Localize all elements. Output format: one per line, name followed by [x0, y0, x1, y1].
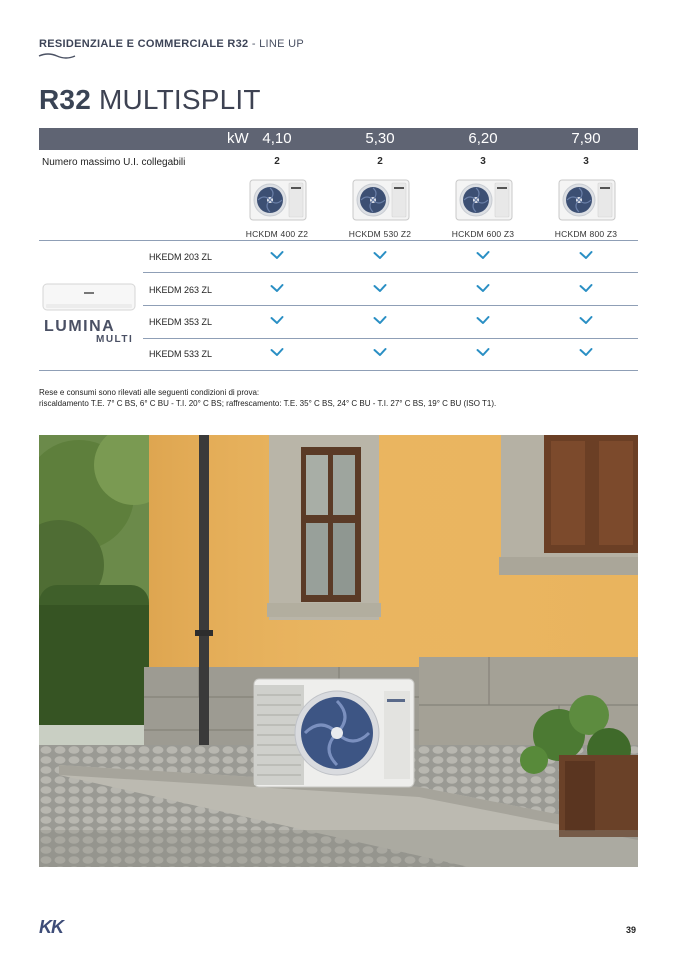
page-title-bold: R32	[39, 84, 91, 115]
kw-value-4: 7,90	[571, 130, 601, 147]
section-header	[39, 38, 304, 50]
max-units-value-3: 3	[480, 156, 486, 167]
kw-value-2: 5,30	[365, 130, 395, 147]
table-rule	[143, 305, 638, 306]
outdoor-unit-name-3: HCKDM 600 Z3	[451, 229, 515, 239]
test-conditions-note	[39, 387, 496, 409]
check-icon	[270, 283, 284, 293]
check-icon	[579, 347, 593, 357]
check-icon	[476, 315, 490, 325]
note-line-1: Rese e consumi sono rilevati alle seguenti condizioni di prova:	[39, 388, 260, 397]
indoor-model-4: HKEDM 533 ZL	[149, 349, 213, 359]
check-icon	[373, 250, 387, 260]
table-rule	[39, 240, 638, 241]
outdoor-unit-name-2: HCKDM 530 Z2	[348, 229, 412, 239]
outdoor-unit-image-2	[351, 178, 411, 222]
swoosh-decoration	[38, 52, 76, 60]
check-icon	[373, 283, 387, 293]
outdoor-unit-name-4: HCKDM 800 Z3	[554, 229, 618, 239]
note-line-2: riscaldamento T.E. 7° C BS, 6° C BU - T.I. 20° C BS; raffrescamento: T.E. 35° C BS, 24° C BU - T.I. 27° C BS, 19° C BU (ISO T1).	[39, 399, 497, 408]
indoor-unit-image	[42, 282, 136, 314]
check-icon	[373, 315, 387, 325]
check-icon	[476, 250, 490, 260]
page-title-rest: MULTISPLIT	[90, 84, 261, 115]
check-icon	[579, 315, 593, 325]
section-header-bold: RESIDENZIALE E COMMERCIALE R32	[39, 38, 249, 50]
lumina-brand-sub: MULTI	[96, 334, 134, 345]
lumina-brand-word: LUMINA	[44, 318, 116, 335]
page-number: 39	[626, 925, 637, 935]
section-header-rest: - LINE UP	[248, 38, 305, 50]
check-icon	[270, 315, 284, 325]
indoor-model-2: HKEDM 263 ZL	[149, 285, 213, 295]
outdoor-unit-image-1	[248, 178, 308, 222]
kw-label: kW	[227, 130, 249, 147]
kw-value-3: 6,20	[468, 130, 498, 147]
indoor-model-3: HKEDM 353 ZL	[149, 317, 213, 327]
max-units-value-4: 3	[583, 156, 589, 167]
indoor-model-1: HKEDM 203 ZL	[149, 252, 213, 262]
brand-logo: KK	[39, 917, 63, 937]
kw-header-bar	[39, 128, 638, 150]
check-icon	[579, 250, 593, 260]
check-icon	[579, 283, 593, 293]
kw-value-1: 4,10	[262, 130, 292, 147]
outdoor-unit-image-3	[454, 178, 514, 222]
check-icon	[476, 347, 490, 357]
table-rule	[39, 370, 638, 371]
max-units-value-1: 2	[274, 156, 280, 167]
page-title	[39, 84, 261, 116]
table-rule	[143, 338, 638, 339]
outdoor-unit-name-1: HCKDM 400 Z2	[245, 229, 309, 239]
table-rule	[143, 272, 638, 273]
check-icon	[373, 347, 387, 357]
check-icon	[476, 283, 490, 293]
check-icon	[270, 250, 284, 260]
outdoor-unit-image-4	[557, 178, 617, 222]
max-units-value-2: 2	[377, 156, 383, 167]
installation-photo	[39, 435, 638, 867]
max-units-label: Numero massimo U.I. collegabili	[42, 157, 186, 168]
check-icon	[270, 347, 284, 357]
